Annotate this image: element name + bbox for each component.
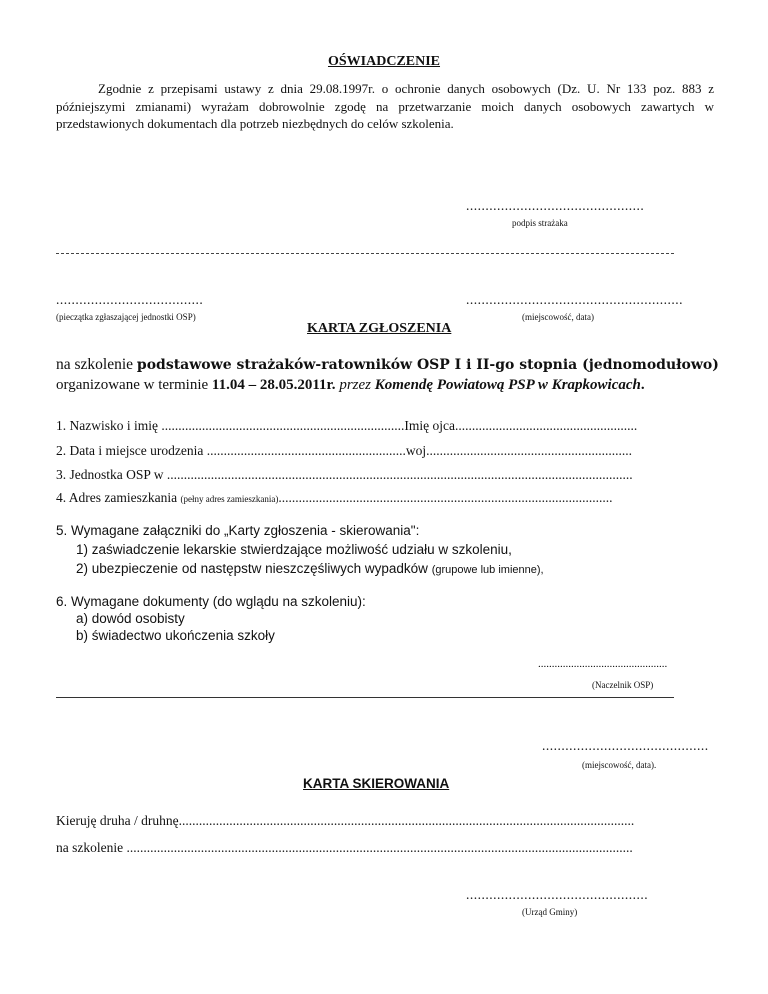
- separator-1: [56, 253, 674, 254]
- oswiadczenie-title: OŚWIADCZENIE: [327, 54, 441, 69]
- referral-course-field[interactable]: na szkolenie ......................................................................................................................................................: [56, 840, 633, 855]
- oswiadczenie-body: Zgodnie z przepisami ustawy z dnia 29.08.1997r. o ochronie danych osobowych (Dz. U. Nr 133 poz. 883 z późniejszymi zmianami) wyrażam dobrowolnie zgodę na przetwarzanie moich danych osobowych zawartych w przedstawionych dokumentach dla potrzeb niezbędnych do celów szkolenia.: [56, 81, 714, 131]
- place-date-dots: ........................................................: [466, 292, 683, 307]
- attachment-1: 1) zaświadczenie lekarskie stwierdzające możliwość udziału w szkoleniu,: [76, 542, 512, 557]
- documents-title: 6. Wymagane dokumenty (do wglądu na szkoleniu):: [56, 594, 366, 609]
- field-name[interactable]: 1. Nazwisko i imię ........................................................................Imię ojca......................................................: [56, 418, 638, 433]
- attachments-title: 5. Wymagane załączniki do „Karty zgłoszenia - skierowania":: [56, 523, 420, 538]
- field-birth[interactable]: 2. Data i miejsce urodzenia ...........................................................woj.............................................................: [56, 443, 632, 458]
- course-name: podstawowe strażaków-ratowników OSP I i II-go stopnia (jednomodułowo): [136, 357, 719, 373]
- course-dates: 11.04 – 28.05.2011r.: [211, 377, 336, 393]
- course-line-1: [56, 356, 719, 374]
- place-date-label: (miejscowość, data): [522, 312, 594, 322]
- course-line-2: [56, 377, 645, 394]
- stamp-label: (pieczątka zgłaszającej jednostki OSP): [56, 312, 196, 322]
- document-a: a) dowód osobisty: [76, 611, 185, 626]
- karta-zgloszenia-title: KARTA ZGŁOSZENIA: [307, 321, 452, 336]
- chief-label: (Naczelnik OSP): [592, 680, 654, 690]
- signature-dots: ..............................................: [466, 198, 645, 213]
- office-dots: ...............................................: [466, 887, 649, 902]
- referral-place-date-label: (miejscowość, data).: [582, 760, 657, 770]
- stamp-dots: ......................................: [56, 292, 204, 307]
- office-label: (Urząd Gminy): [522, 907, 578, 917]
- oswiadczenie-text: [56, 80, 714, 133]
- attachment-2-note: (grupowe lub imienne),: [431, 564, 544, 576]
- signature-label: podpis strażaka: [512, 218, 568, 228]
- field-address-dots: ...................................................................................................: [278, 490, 613, 505]
- karta-skierowania-title: KARTA SKIEROWANIA: [303, 776, 450, 791]
- referral-place-date-dots: ...........................................: [542, 738, 709, 753]
- course-org: Komendę Powiatową PSP w Krapkowicach: [374, 377, 641, 393]
- course-prefix: na szkolenie: [56, 356, 137, 373]
- field-address-label: 4. Adres zamieszkania: [56, 490, 181, 505]
- field-address-hint: (pełny adres zamieszkania): [180, 494, 279, 504]
- attachment-2-text: 2) ubezpieczenie od następstw nieszczęśliwych wypadków: [76, 561, 432, 576]
- course-line2-prefix: organizowane w terminie: [56, 377, 212, 393]
- attachment-2: [76, 561, 544, 576]
- course-by: przez: [335, 377, 375, 393]
- separator-2: [56, 697, 674, 698]
- field-address[interactable]: [56, 490, 613, 506]
- referral-person-field[interactable]: Kieruję druha / druhnę.......................................................................................................................................: [56, 813, 635, 828]
- chief-dots: ...............................................: [538, 658, 668, 670]
- field-osp-unit[interactable]: 3. Jednostka OSP w ..........................................................................................................................................: [56, 467, 633, 482]
- course-end: .: [640, 377, 645, 393]
- document-b: b) świadectwo ukończenia szkoły: [76, 628, 275, 643]
